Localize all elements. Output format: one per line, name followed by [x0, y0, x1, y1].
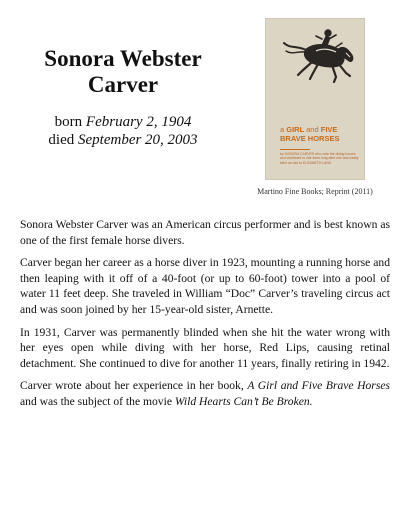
- page-title: Sonora Webster Carver: [44, 46, 202, 97]
- cover-title-girl: GIRL: [286, 125, 305, 134]
- movie-title: Wild Hearts Can’t Be Broken.: [174, 394, 313, 408]
- book-title: A Girl and Five Brave Horses: [247, 379, 390, 393]
- born-date: February 2, 1904: [85, 114, 192, 130]
- legacy-text-b: and was the subject of the movie: [20, 394, 172, 408]
- paragraph-legacy: [20, 378, 390, 409]
- paragraph-career: Carver began her career as a horse diver in 1923, mounting a running horse and then leaping with it off of a 40-foot (or up to 60-foot) tower into a pool of water 11 feet deep. She traveled in William “Doc” Carver’s traveling circus act and was soon joined by her 15-year-old sister, Arnette.: [20, 256, 390, 316]
- header: [0, 0, 410, 200]
- cover-byline-rest: who rode the diving horses and continued to ride them long after she was totally blind: [280, 152, 359, 165]
- died-prefix: died: [48, 132, 75, 148]
- cover-title-line2: BRAVE HORSES: [280, 134, 340, 143]
- cover-byline: [280, 149, 360, 165]
- book-cover: [265, 18, 365, 180]
- died-line: [18, 131, 228, 149]
- cover-caption: Martino Fine Books; Reprint (2011): [257, 187, 373, 196]
- died-date: September 20, 2003: [78, 132, 198, 148]
- cover-byline-author: SONORA CARVER: [284, 152, 315, 156]
- cover-title-and: and: [306, 125, 319, 134]
- cover-byline-as-told: as told to ELIZABETH LAND: [288, 160, 332, 165]
- cover-title: [280, 125, 360, 143]
- cover-byline-lead: by: [280, 152, 284, 156]
- life-dates: [18, 113, 228, 149]
- paragraph-intro: Sonora Webster Carver was an American circus performer and is best known as one of the first female horse divers.: [20, 218, 390, 247]
- cover-title-five: FIVE: [320, 125, 338, 134]
- horse-diving-illustration-icon: [266, 19, 366, 119]
- biography-body: [20, 217, 390, 417]
- born-line: [18, 113, 228, 131]
- cover-rule: [280, 149, 310, 150]
- paragraph-blindness: In 1931, Carver was permanently blinded when she hit the water wrong with her eyes open while diving with her horse, Red Lips, causing retinal detachment. She continued to dive for another 11 years, finally retiring in 1942.: [20, 325, 390, 370]
- legacy-text-a: Carver wrote about her experience in her book,: [20, 379, 244, 393]
- born-prefix: born: [54, 114, 83, 130]
- cover-title-a: a: [280, 125, 285, 134]
